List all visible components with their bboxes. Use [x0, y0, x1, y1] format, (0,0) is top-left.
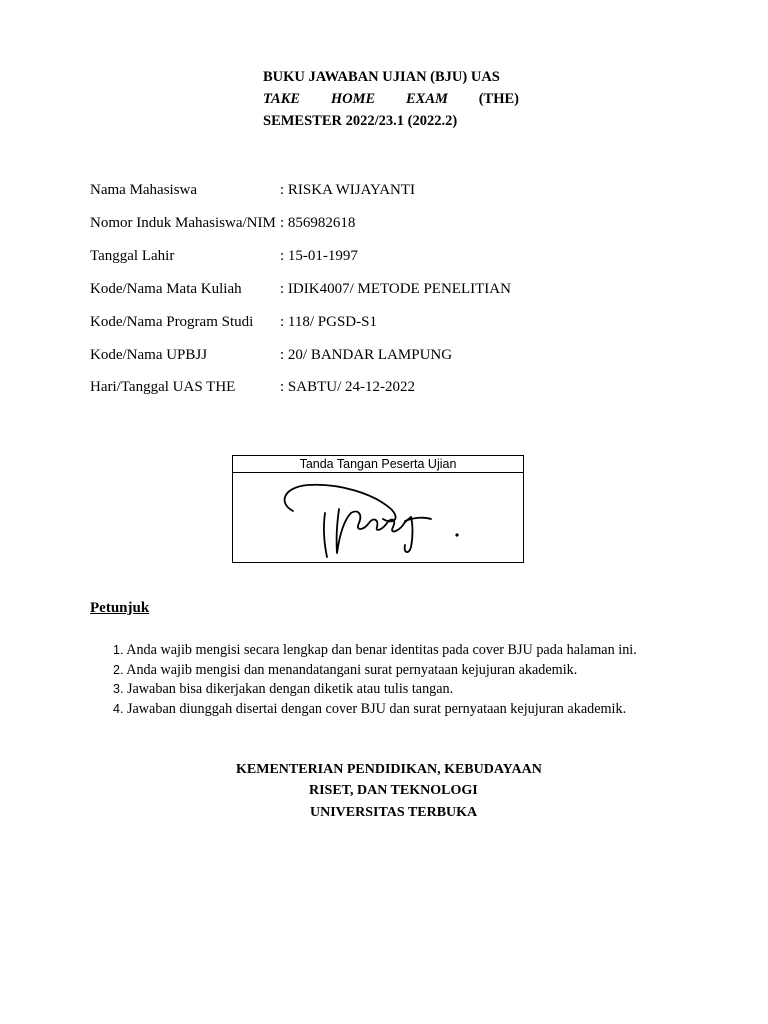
document-title: [263, 66, 519, 132]
list-item-number: 3.: [113, 682, 124, 696]
signature-box: [232, 455, 524, 563]
title-line-1: BUKU JAWABAN UJIAN (BJU) UAS: [263, 69, 500, 85]
identity-value: : IDIK4007/ METODE PENELITIAN: [280, 281, 511, 297]
title-word-exam: EXAM: [406, 91, 448, 107]
title-word-home: HOME: [330, 91, 376, 107]
footer-ministry-line-1: KEMENTERIAN PENDIDIKAN, KEBUDAYAAN: [236, 762, 542, 777]
instructions-list: [113, 642, 637, 720]
list-item-text: Anda wajib mengisi dan menandatangani surat pernyataan kejujuran akademik.: [126, 661, 578, 678]
identity-label: Kode/Nama Mata Kuliah: [90, 281, 242, 297]
list-item-text: Jawaban bisa dikerjakan dengan diketik atau tulis tangan.: [126, 681, 454, 697]
signature-image: [233, 473, 523, 562]
identity-value: : 15-01-1997: [280, 248, 358, 264]
identity-value: : 856982618: [280, 215, 356, 231]
title-line-2: [263, 88, 519, 110]
signature-box-label: Tanda Tangan Peserta Ujian: [233, 456, 523, 473]
identity-label: Kode/Nama Program Studi: [90, 314, 254, 330]
identity-label: Tanggal Lahir: [90, 248, 175, 264]
footer-ministry-line-2: RISET, DAN TEKNOLOGI: [309, 783, 478, 798]
identity-value: : 118/ PGSD-S1: [280, 314, 377, 330]
identity-value: : 20/ BANDAR LAMPUNG: [280, 347, 453, 363]
identity-label: Nama Mahasiswa: [90, 182, 198, 198]
list-item-number: 4.: [113, 701, 124, 716]
title-word-the: (THE): [478, 91, 519, 107]
instructions-title: Petunjuk: [90, 600, 150, 616]
identity-value: : RISKA WIJAYANTI: [280, 182, 416, 198]
list-item-number: 2.: [113, 662, 124, 677]
identity-value: : SABTU/ 24-12-2022: [280, 379, 415, 395]
title-word-take: TAKE: [263, 91, 301, 107]
footer-university: UNIVERSITAS TERBUKA: [310, 805, 478, 820]
list-item-text: Anda wajib mengisi secara lengkap dan benar identitas pada cover BJU pada halaman ini.: [126, 642, 637, 658]
list-item: [113, 662, 637, 682]
identity-label: Nomor Induk Mahasiswa/NIM: [90, 215, 276, 231]
list-item: [113, 642, 637, 662]
list-item-number: 1.: [113, 643, 124, 657]
list-item-text: Jawaban diunggah disertai dengan cover BJU dan surat pernyataan kejujuran akademik.: [126, 700, 627, 717]
list-item: [113, 681, 637, 701]
identity-label: Hari/Tanggal UAS THE: [90, 379, 236, 395]
title-line-3: SEMESTER 2022/23.1 (2022.2): [263, 113, 458, 129]
identity-label: Kode/Nama UPBJJ: [90, 347, 208, 363]
list-item: [113, 701, 637, 721]
